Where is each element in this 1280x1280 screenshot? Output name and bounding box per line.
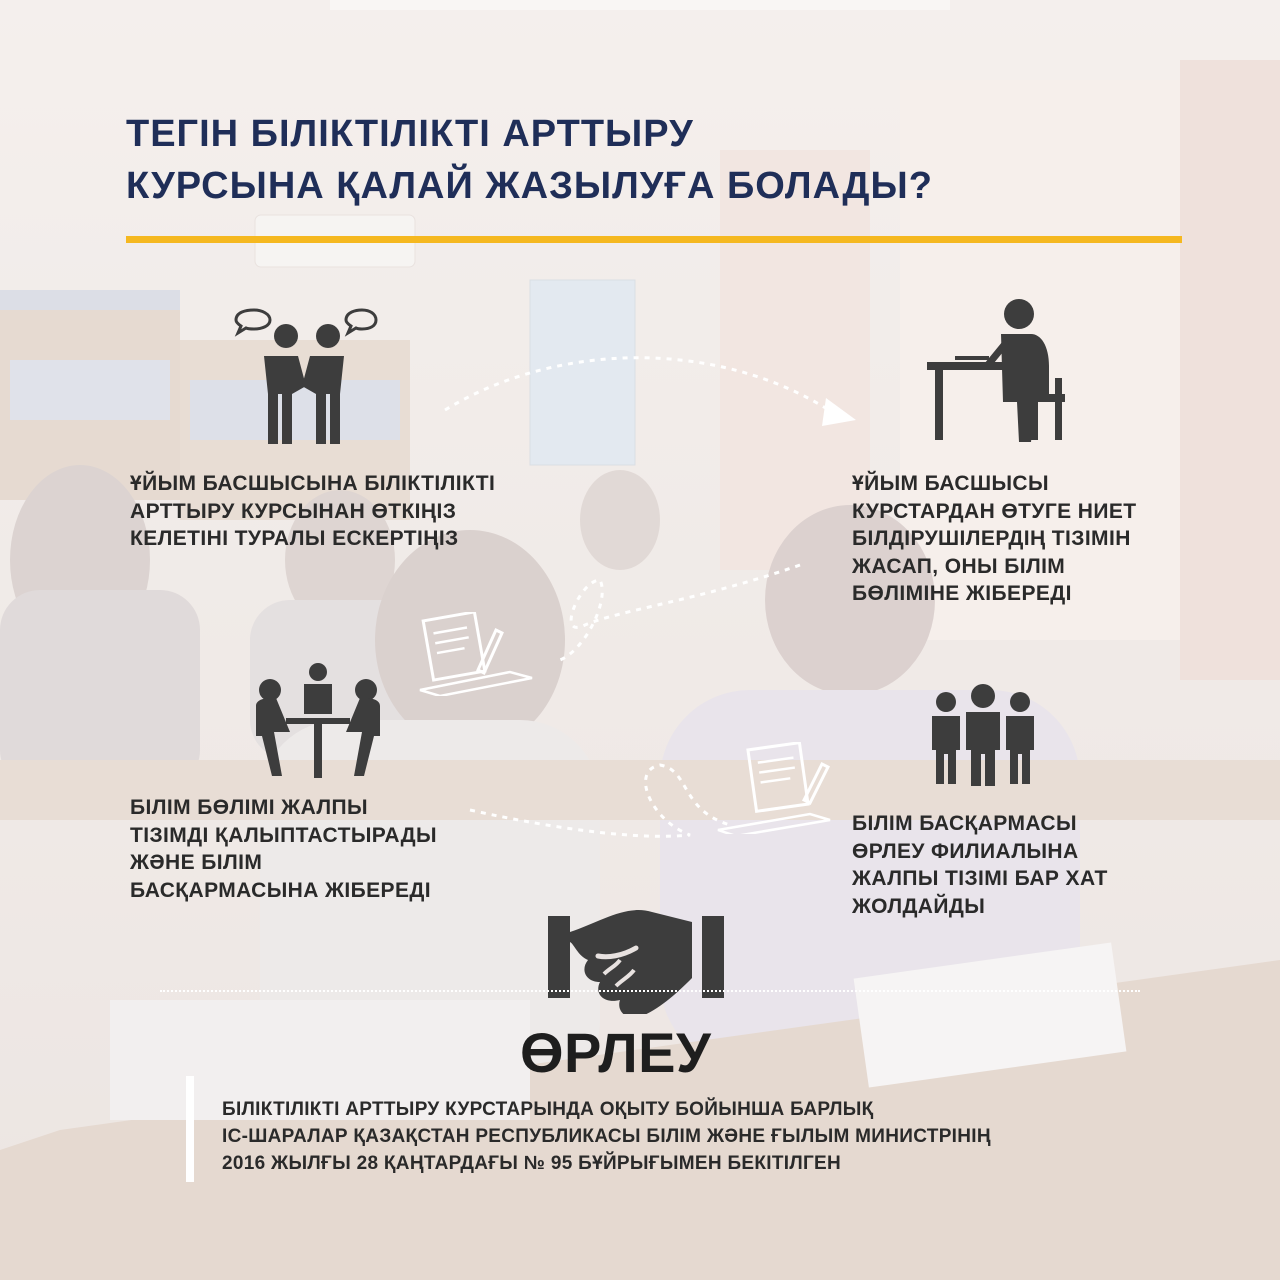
step-3-text: БІЛІМ БӨЛІМІ ЖАЛПЫ ТІЗІМДІ ҚАЛЫПТАСТЫРАДЫ ЖӘНЕ БІЛІМ БАСҚАРМАСЫНА ЖІБЕРЕДІ [130, 796, 438, 902]
handshake-icon [546, 902, 726, 1014]
title-line-1: ТЕГІН БІЛІКТІЛІКТІ АРТТЫРУ [126, 113, 694, 155]
signed-document-icon [418, 612, 538, 696]
people-talking-icon [228, 308, 380, 448]
step-1-text: ҰЙЫМ БАСШЫСЫНА БІЛІКТІЛІКТІ АРТТЫРУ КУРСЫНАН ӨТКІҢІЗ КЕЛЕТІНІ ТУРАЛЫ ЕСКЕРТІҢІЗ [130, 472, 496, 550]
step-2-text: ҰЙЫМ БАСШЫСЫ КУРСТАРДАН ӨТУГЕ НИЕТ БІЛДІРУШІЛЕРДІҢ ТІЗІМІН ЖАСАП, ОНЫ БІЛІМ БӨЛІМІНЕ ЖІБЕРЕДІ [852, 472, 1137, 605]
meeting-table-icon [248, 662, 388, 782]
section-divider [160, 990, 1140, 992]
orleu-logo-text: ӨРЛЕУ [520, 1021, 712, 1084]
step-4-text: БІЛІМ БАСҚАРМАСЫ ӨРЛЕУ ФИЛИАЛЫНА ЖАЛПЫ ТІЗІМІ БАР ХАТ ЖОЛДАЙДЫ [852, 812, 1108, 918]
footer-note: БІЛІКТІЛІКТІ АРТТЫРУ КУРСТАРЫНДА ОҚЫТУ БОЙЫНША БАРЛЫҚ ІС-ШАРАЛАР ҚАЗАҚСТАН РЕСПУБЛИКАСЫ БІЛІМ ЖӘНЕ ҒЫЛЫМ МИНИСТРІНІҢ 2016 ЖЫЛҒЫ 28 ҚАҢТАРДАҒЫ № 95 БҰЙРЫҒЫМЕН БЕКІТІЛГЕН [222, 1099, 991, 1174]
business-team-icon [928, 682, 1038, 786]
person-writing-at-desk-icon [925, 298, 1070, 443]
signed-document-icon [712, 742, 836, 834]
footer-accent-bar [186, 1076, 194, 1182]
title-line-2: КУРСЫНА ҚАЛАЙ ЖАЗЫЛУҒА БОЛАДЫ? [126, 165, 933, 207]
